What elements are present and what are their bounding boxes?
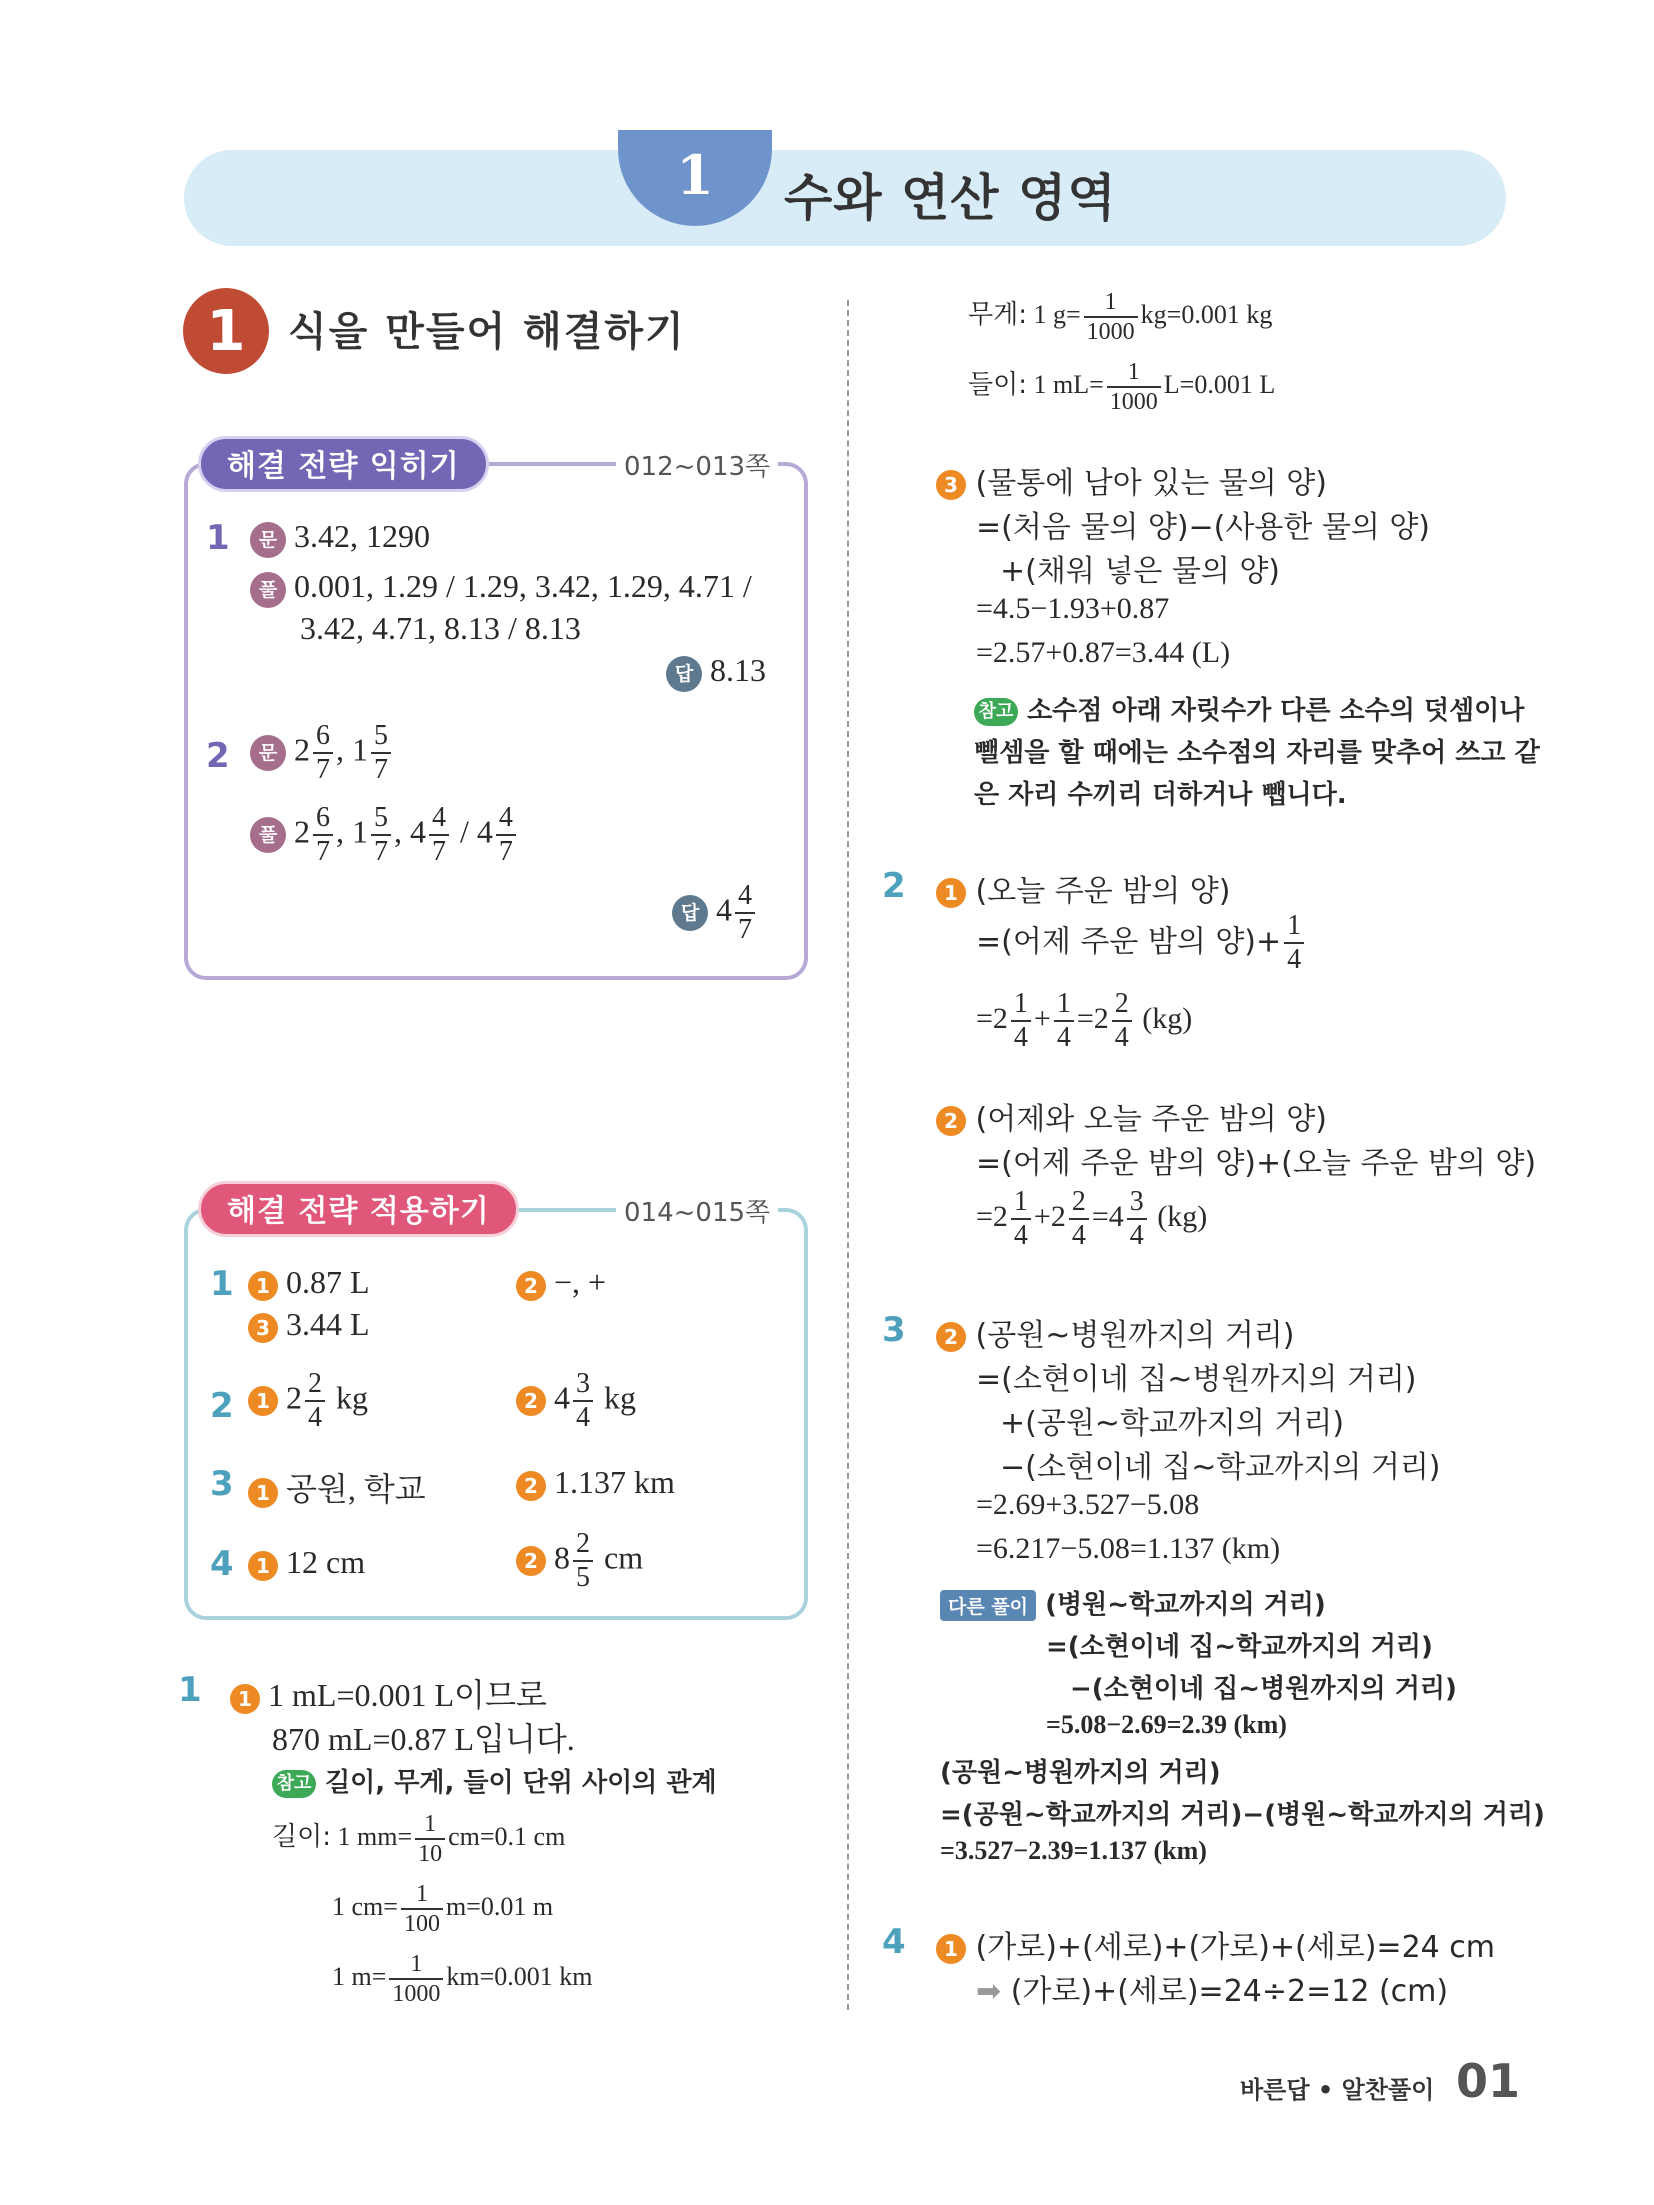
q1-problem (250, 518, 430, 558)
q1-solution-line2: 3.42, 4.71, 8.13 / 8.13 (300, 610, 581, 646)
answer-item: 2 4 $\frac{3}{4}$ kg (516, 1370, 636, 1432)
solution-line: 3 (물통에 남아 있는 물의 양) (936, 458, 1327, 502)
problem-badge: 문 (250, 522, 286, 558)
solution-line: =4.5−1.93+0.87 (976, 592, 1170, 625)
question-number: 4 (210, 1544, 234, 1584)
answer-item: 1 0.87 L (248, 1264, 370, 1301)
solution-badge: 풀 (250, 817, 286, 853)
answer-item: 2 8 $\frac{2}{5}$ cm (516, 1530, 643, 1592)
alt-line: =3.527−2.39=1.137 (km) (940, 1836, 1207, 1865)
chapter-title: 수와 연산 영역 (784, 169, 1117, 227)
mixed-whole: 1 (352, 731, 368, 768)
chapter-number-badge: 1 (618, 130, 772, 226)
fraction: $\frac{4}{7}$ (735, 882, 755, 944)
solution-line: =2.57+0.87=3.44 (L) (976, 636, 1231, 669)
solution-line: +(채워 넣은 물의 양) (1000, 554, 1281, 589)
unit-relation: 무게: 1 g= $\frac{1}{1000}$ kg=0.001 kg (968, 289, 1273, 345)
solution-line: =2.69+3.527−5.08 (976, 1488, 1200, 1521)
note: 참고 소수점 아래 자릿수가 다른 소수의 덧셈이나 (974, 690, 1524, 727)
strategy-apply-label: 해결 전략 적용하기 (198, 1181, 519, 1237)
note: 참고 길이, 무게, 들이 단위 사이의 관계 (272, 1762, 717, 1799)
fraction: $\frac{5}{7}$ (371, 804, 391, 866)
unit-relation: 길이: 1 mm= $\frac{1}{10}$ cm=0.1 cm (272, 1811, 566, 1867)
solution-line: 1 (오늘 주운 밤의 양) (936, 866, 1230, 910)
fraction: $\frac{5}{7}$ (371, 722, 391, 784)
solution-number: 3 (882, 1310, 906, 1350)
page-number: 01 (1456, 2054, 1521, 2108)
q1-solution (250, 568, 752, 608)
alt-line: =(공원~학교까지의 거리)−(병원~학교까지의 거리) (940, 1800, 1545, 1830)
q2-solution: 풀 2 $\frac{6}{7}$ , 1 $\frac{5}{7}$ , 4 $\frac{4}{7}$ / 4 $\frac{4}{7}$ (250, 804, 519, 866)
solution-line: =6.217−5.08=1.137 (km) (976, 1532, 1281, 1565)
note-line: 뺄셈을 할 때에는 소수점의 자리를 맞추어 쓰고 같 (974, 738, 1540, 768)
answer-item: 2 1.137 km (516, 1464, 675, 1501)
problem-badge: 문 (250, 735, 286, 771)
solution-number: 2 (882, 866, 906, 906)
solution-badge: 풀 (250, 572, 286, 608)
question-number: 3 (210, 1464, 234, 1504)
section-title: 식을 만들어 해결하기 (288, 309, 686, 355)
page-reference: 012~013쪽 (616, 446, 778, 483)
alt-solution: 다른 풀이 (병원~학교까지의 거리) (940, 1584, 1326, 1621)
solution-line: =2 $\frac{1}{4}$ +2 $\frac{2}{4}$ =4 $\frac{3}{4}$ (kg) (976, 1186, 1208, 1251)
strategy-learn-label: 해결 전략 익히기 (198, 436, 489, 492)
footer-text: 바른답 • 알찬풀이 (1240, 2076, 1435, 2104)
column-divider (847, 300, 849, 2010)
fraction: $\frac{6}{7}$ (313, 804, 333, 866)
answer-item: 1 12 cm (248, 1544, 365, 1581)
question-number: 2 (206, 736, 230, 776)
answer-item: 3 3.44 L (248, 1306, 370, 1343)
solution-number: 4 (882, 1922, 906, 1962)
fraction: $\frac{4}{7}$ (429, 804, 449, 866)
solution-line: 2 (공원~병원까지의 거리) (936, 1310, 1294, 1354)
q1-solution-line1: 0.001, 1.29 / 1.29, 3.42, 1.29, 4.71 / (294, 568, 752, 604)
q1-problem-text: 3.42, 1290 (294, 518, 430, 554)
answer-badge: 답 (672, 895, 708, 931)
solution-line: =2 $\frac{1}{4}$ + $\frac{1}{4}$ =2 $\frac{2}{4}$ (kg) (976, 988, 1193, 1053)
q2-problem: 문 2 $\frac{6}{7}$ , 1 $\frac{5}{7}$ (250, 722, 394, 784)
alt-line: (공원~병원까지의 거리) (940, 1758, 1221, 1788)
answer-badge: 답 (666, 656, 702, 692)
alt-line: =(소현이네 집~학교까지의 거리) (1046, 1632, 1433, 1662)
solution-line: 2 (어제와 오늘 주운 밤의 양) (936, 1094, 1327, 1138)
page-reference: 014~015쪽 (616, 1192, 778, 1229)
solution-line: ➡ (가로)+(세로)=24÷2=12 (cm) (976, 1974, 1449, 2009)
unit-relation: 들이: 1 mL= $\frac{1}{1000}$ L=0.001 L (968, 359, 1276, 415)
fraction: $\frac{6}{7}$ (313, 722, 333, 784)
solution-line: =(어제 주운 밤의 양)+ $\frac{1}{4}$ (976, 912, 1307, 974)
arrow-right-icon: ➡ (976, 1974, 1002, 2009)
answer-item: 2 −, + (516, 1264, 606, 1301)
unit-relation: 1 cm= $\frac{1}{100}$ m=0.01 m (332, 1881, 554, 1937)
q1-answer-text: 8.13 (710, 652, 766, 688)
alt-line: −(소현이네 집~병원까지의 거리) (1070, 1674, 1457, 1704)
solution-line: =(어제 주운 밤의 양)+(오늘 주운 밤의 양) (976, 1146, 1537, 1181)
answer-item: 1 공원, 학교 (248, 1464, 426, 1510)
solution-line: 1 (가로)+(세로)+(가로)+(세로)=24 cm (936, 1922, 1495, 1966)
solution-line: =(처음 물의 양)−(사용한 물의 양) (976, 510, 1431, 545)
mixed-whole: 2 (294, 731, 310, 768)
unit-relation: 1 m= $\frac{1}{1000}$ km=0.001 km (332, 1951, 593, 2007)
note-line: 은 자리 수끼리 더하거나 뺍니다. (974, 780, 1347, 810)
solution-number: 1 (178, 1670, 202, 1710)
fraction: $\frac{4}{7}$ (496, 804, 516, 866)
answer-item: 1 2 $\frac{2}{4}$ kg (248, 1370, 368, 1432)
solution-line: +(공원~학교까지의 거리) (1000, 1406, 1345, 1441)
q2-answer: 답 4 $\frac{4}{7}$ (672, 882, 758, 944)
solution-line: 1 1 mL=0.001 L이므로 (230, 1670, 547, 1716)
q1-answer (666, 652, 766, 692)
solution-line: =(소현이네 집~병원까지의 거리) (976, 1362, 1417, 1397)
section-number-badge: 1 (183, 288, 269, 374)
solution-line: 870 mL=0.87 L입니다. (272, 1721, 575, 1757)
question-number: 1 (210, 1264, 234, 1304)
question-number: 1 (206, 518, 230, 558)
solution-line: −(소현이네 집~학교까지의 거리) (1000, 1450, 1441, 1485)
question-number: 2 (210, 1386, 234, 1426)
alt-line: =5.08−2.69=2.39 (km) (1046, 1710, 1287, 1739)
